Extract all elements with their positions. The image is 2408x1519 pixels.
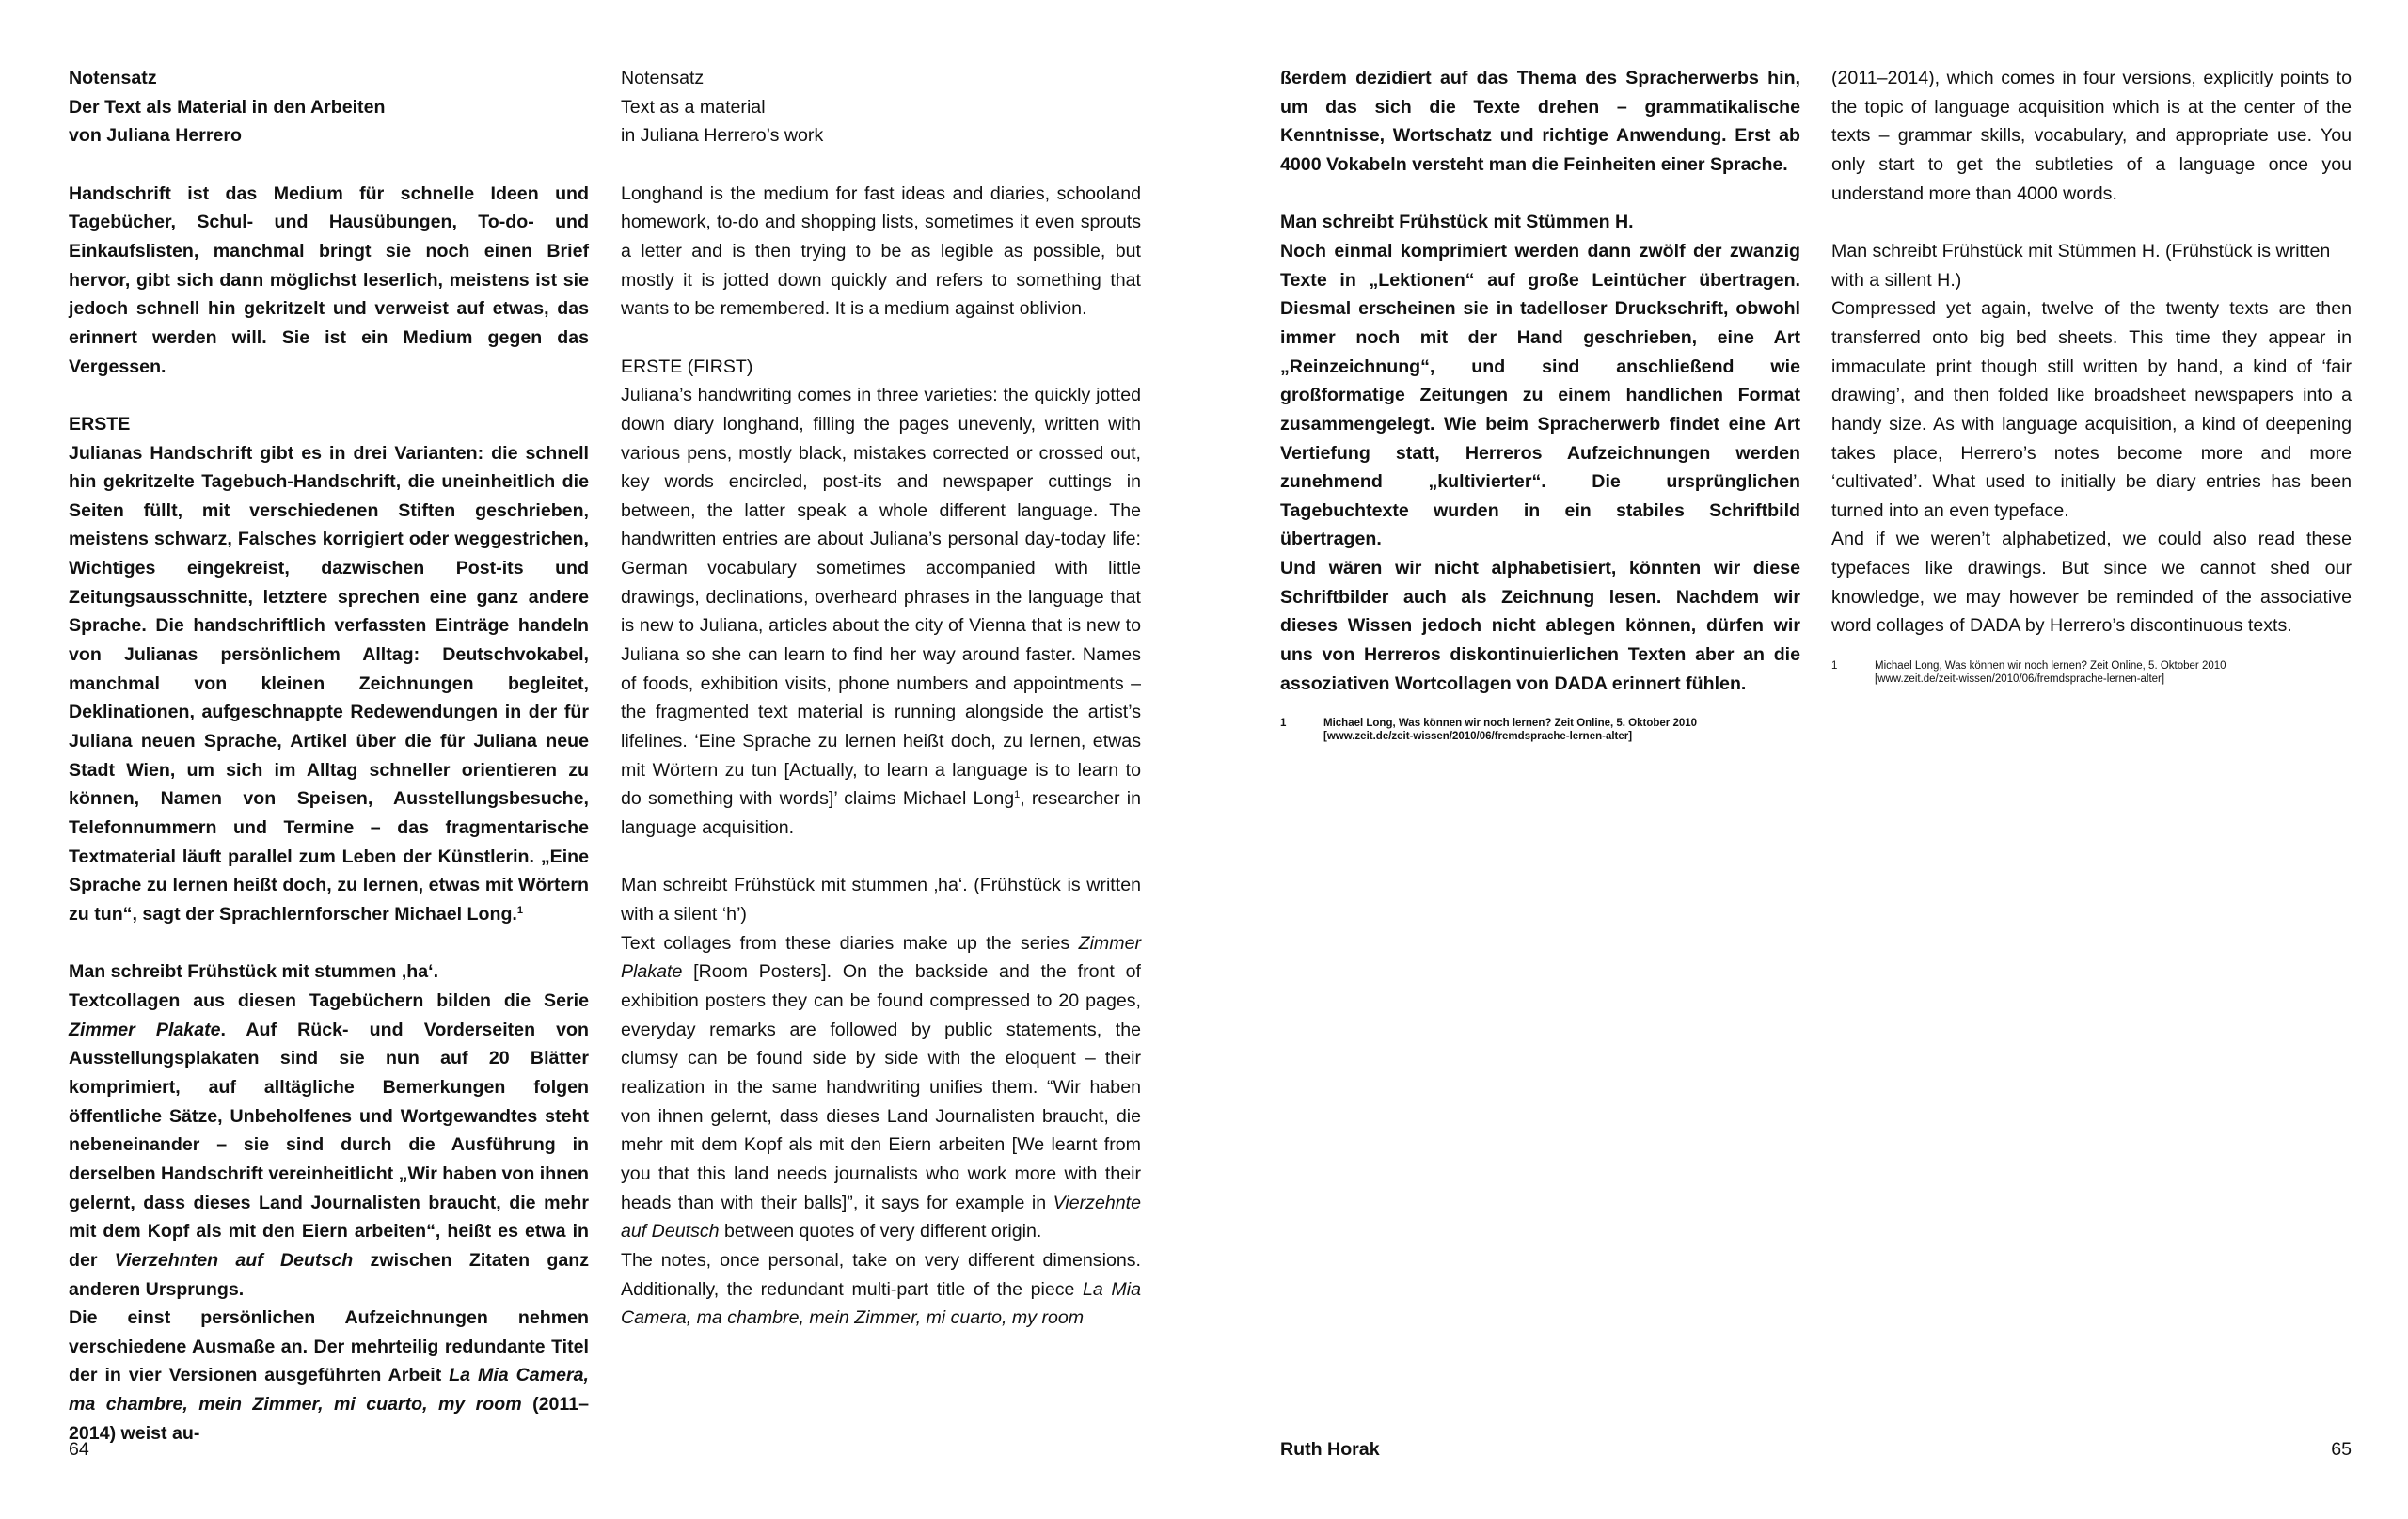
intro-paragraph: Longhand is the medium for fast ideas and diaries, schooland homework, to-do and shopping lists, sometimes it even sprouts a letter and is then trying to be as legible as possible, but mostly it is jotted down quickly and refers to something that wants to be remembered. It is a medium against oblivion.: [621, 182, 1141, 320]
continued-paragraph: ßerdem dezidiert auf das Thema des Spracherwerbs hin, um das sich die Texte drehen – grammatikalische Kenntnisse, Wortschatz und richtige Anwendung. Erst ab 4000 Vokabeln versteht man die Feinheiten einer Sprache.: [1280, 68, 1800, 175]
text-run: Textcollagen aus diesen Tagebüchern bilden die Serie: [69, 989, 589, 1011]
author-name: Ruth Horak: [1280, 1439, 1380, 1460]
body-paragraph: [621, 1246, 1141, 1333]
erste-paragraph: [621, 381, 1141, 843]
title-line: Notensatz: [621, 68, 705, 88]
page-number-left: 64: [69, 1439, 89, 1460]
work-title: La Mia Camera, ma chambre, mein Zimmer, mi cuarto, my room: [621, 1278, 1141, 1329]
page-number-right: 65: [2331, 1439, 2352, 1460]
german-title-block: [69, 64, 589, 150]
footnote-number: 1: [1280, 718, 1287, 730]
footnote: [1280, 717, 1800, 743]
section-heading: Man schreibt Frühstück mit stummen ‚ha‘.: [69, 961, 439, 983]
footnote-ref: 1: [1014, 789, 1021, 801]
work-title: Vierzehnten auf Deutsch: [114, 1249, 354, 1271]
text-run: , researcher in language acquisition.: [621, 788, 1141, 839]
section-heading: ERSTE: [69, 413, 131, 435]
work-title: Vierzehnte auf Deutsch: [621, 1192, 1141, 1242]
body-paragraph: Noch einmal komprimiert werden dann zwölf der zwanzig Texte in „Lektionen“ auf große Leintücher übertragen. Diesmal erscheinen sie in tadelloser Druckschrift, obwohl immer noch mit der Hand geschrieben, eine Art „Reinzeichnung“, und sind anschließend wie großformatige Zeitungen zu einem handlichen Format zusammengelegt. Wie beim Spracherwerb findet eine Art Vertiefung statt, Herreros Aufzeichnungen werden zunehmend „kultivierter“. Die ursprünglichen Tagebuchtexte wurden in ein stabiles Schriftbild übertragen.: [1280, 240, 1800, 550]
erste-text: Julianas Handschrift gibt es in drei Varianten: die schnell hin gekritzelte Tagebuch-Handschrift, die uneinheitlich die Seiten füllt, mit verschiedenen Stiften geschrieben, meistens schwarz, Falsches korrigiert oder weggestrichen, Wichtiges eingekreist, dazwischen Post-its und Zeitungsausschnitte, letztere sprechen eine ganz andere Sprache. Die handschriftlich verfassten Einträge handeln von Julianas persönlichem Alltag: Deutschvokabel, manchmal von kleinen Zeichnungen begleitet, Deklinationen, aufgeschnappte Redewendungen in der für Juliana neuen Sprache, Artikel über die für Juliana neue Stadt Wien, um sich im Alltag schneller orientieren zu können, Namen von Speisen, Ausstellungsbesuche, Telefonnummern und Termine – das fragmentarische Textmaterial läuft parallel zum Leben der Künstlerin. „Eine Sprache zu lernen heißt doch, zu lernen, etwas mit Wörtern zu tun“, sagt der Sprachlernforscher Michael Long.: [69, 442, 589, 925]
body-paragraph: [69, 1304, 589, 1448]
footnote-ref: 1: [516, 905, 523, 916]
footnote-text: [1875, 659, 2226, 686]
body-paragraph: Compressed yet again, twelve of the twenty texts are then transferred onto big bed sheets. This time they appear in immaculate print though still written by hand, a kind of ‘fair drawing’, and then folded like broadsheet newspapers into a handy size. As with language acquisition, a kind of deepening takes place, Herrero’s notes become more and more ‘cultivated’. What used to initially be diary entries has been turned into an even typeface.: [1831, 298, 2352, 521]
text-run: zwischen Zitaten ganz anderen Ursprungs.: [69, 1249, 589, 1300]
title-line: in Juliana Herrero’s work: [621, 125, 824, 147]
work-title: La Mia Camera, ma chambre, mein Zimmer, mi cuarto, my room: [69, 1365, 589, 1416]
section-heading: Man schreibt Frühstück mit Stümmen H. (Frühstück is written with a sillent H.): [1831, 240, 2331, 291]
text-run: Juliana’s handwriting comes in three varieties: the quickly jotted down diary longhand, filling the pages unevenly, written with various pens, mostly black, mistakes corrected or crossed out, key words encircled, post-its and newspaper cuttings in between, the latter speak a whole different language. The handwritten entries are about Juliana’s personal day-today life: German vocabulary sometimes accompanied with little drawings, declinations, overheard phrases in the language that is new to Juliana, articles about the city of Vienna that is new to Juliana so she can learn to find her way around faster. Names of foods, exhibition visits, phone numbers and appointments – the fragmented text material is running alongside the artist’s lifelines. ‘Eine Sprache zu lernen heißt doch, zu lernen, etwas mit Wörtern zu tun [Actually, to learn a language is to learn to do something with words]’ claims Michael Long: [621, 385, 1141, 810]
erste-paragraph: [69, 439, 589, 929]
body-paragraph: [69, 987, 589, 1304]
section-heading: Man schreibt Frühstück mit Stümmen H.: [1280, 212, 1634, 233]
footnote-url: [www.zeit.de/zeit-wissen/2010/06/fremdsprache-lernen-alter]: [1323, 731, 1633, 743]
text-run: [Room Posters]. On the backside and the front of exhibition posters they can be found compressed to 20 pages, everyday remarks are followed by public statements, the clumsy can be found side by side with the eloquent – their realization in the same handwriting unifies them. “Wir haben von ihnen gelernt, dass dieses Land Journalisten braucht, die mehr mit dem Kopf als mit den Eiern arbeiten [We learnt from you that this land needs journalists who work more with their heads than with their balls]”, it says for example in: [621, 961, 1141, 1213]
text-run: The notes, once personal, take on very different dimensions. Additionally, the redundant multi-part title of the piece: [621, 1249, 1141, 1300]
text-run: between quotes of very different origin.: [719, 1221, 1042, 1242]
footnote-url: [www.zeit.de/zeit-wissen/2010/06/fremdsprache-lernen-alter]: [1875, 673, 2165, 686]
left-german-column: [69, 64, 589, 1448]
work-title: Zimmer Plakate: [621, 932, 1141, 983]
text-run: Die einst persönlichen Aufzeichnungen nehmen verschiedene Ausmaße an. Der mehrteilig redundante Titel der in vier Versionen ausgeführten Arbeit: [69, 1307, 589, 1386]
text-run: . Auf Rück- und Vorderseiten von Ausstellungsplakaten sind sie nun auf 20 Blätter komprimiert, auf alltägliche Bemerkungen folgen öffentliche Sätze, Unbeholfenes und Wortgewandtes steht nebeneinander – sie sind durch die Ausführung in derselben Handschrift vereinheitlicht „Wir haben von ihnen gelernt, dass dieses Land Journalisten braucht, die mehr mit dem Kopf als mit den Eiern arbeiten“, heißt es etwa in der: [69, 1019, 589, 1271]
title-line: Der Text als Material in den Arbeiten: [69, 96, 386, 118]
footnote: [1831, 659, 2352, 686]
title-line: von Juliana Herrero: [69, 125, 243, 147]
footnote-number: 1: [1831, 660, 1838, 672]
text-run: Text collages from these diaries make up the series: [621, 932, 1079, 954]
section-heading: ERSTE (FIRST): [621, 356, 753, 377]
title-line: Text as a material: [621, 96, 766, 118]
english-title-block: [621, 64, 1141, 150]
body-paragraph: And if we weren’t alphabetized, we could also read these typefaces like drawings. But since we cannot shed our knowledge, we may however be reminded of the associative word collages of DADA by Herrero’s discontinuous texts.: [1831, 529, 2352, 637]
right-english-column: [1831, 64, 2352, 686]
text-run: (2011–2014) weist au-: [69, 1394, 589, 1444]
right-german-column: [1280, 64, 1800, 743]
left-english-column: [621, 64, 1141, 1333]
body-paragraph: Und wären wir nicht alphabetisiert, könnten wir diese Schriftbilder auch als Zeichnung lesen. Nachdem wir dieses Wissen jedoch nicht ablegen können, dürfen wir uns von Herreros diskontinuierlichen Texten aber an die assoziativen Wortcollagen von DADA erinnert fühlen.: [1280, 558, 1800, 694]
title-line: Notensatz: [69, 68, 157, 88]
work-title: Zimmer Plakate: [69, 1019, 221, 1040]
footnote-text: [1323, 717, 1697, 743]
body-paragraph: [621, 929, 1141, 1246]
footnote-line: Michael Long, Was können wir noch lernen? Zeit Online, 5. Oktober 2010: [1875, 660, 2226, 672]
continued-paragraph: (2011–2014), which comes in four versions, explicitly points to the topic of language acquisition which is at the center of the texts – grammar skills, vocabulary, and appropriate use. You only start to get the subtleties of a language once you understand more than 4000 words.: [1831, 68, 2352, 204]
section-heading: Man schreibt Frühstück mit stummen ‚ha‘. (Frühstück is written with a silent ‘h’): [621, 875, 1141, 925]
intro-paragraph: Handschrift ist das Medium für schnelle Ideen und Tagebücher, Schul- und Hausübungen, To-do- und Einkaufslisten, manchmal bringt sie noch einen Brief hervor, gibt sich dann möglichst leserlich, meistens ist sie jedoch schnell hin gekritzelt und verweist auf etwas, das erinnert werden will. Sie ist ein Medium gegen das Vergessen.: [69, 182, 589, 377]
footnote-line: Michael Long, Was können wir noch lernen? Zeit Online, 5. Oktober 2010: [1323, 718, 1698, 730]
